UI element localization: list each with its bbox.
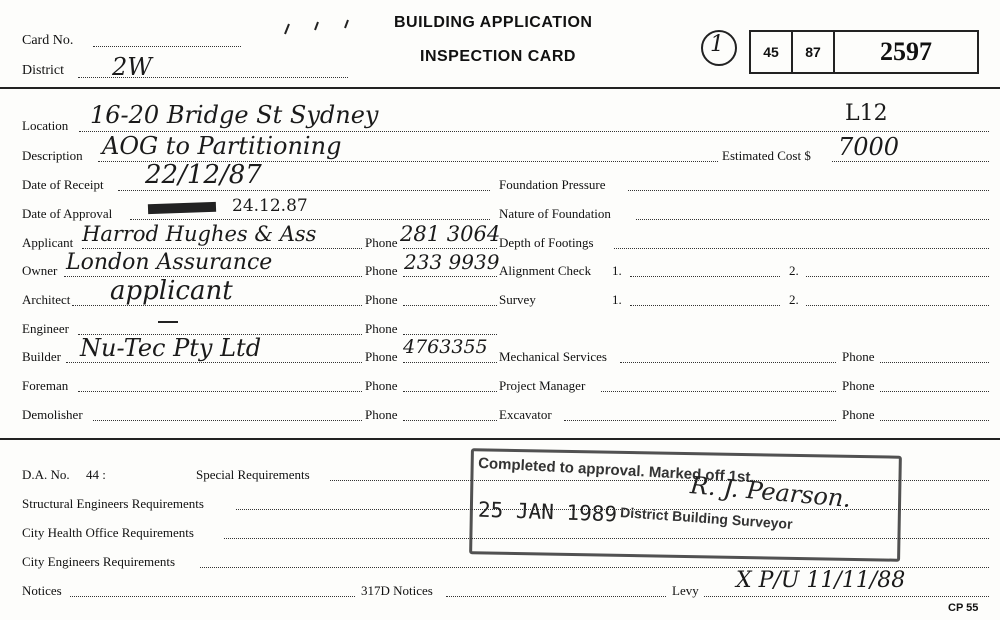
builder-phone-line xyxy=(403,362,497,363)
applicant-phone-label: Phone xyxy=(365,235,398,250)
estimated-cost-line xyxy=(832,161,989,162)
notices-317d-label: 317D Notices xyxy=(361,583,433,598)
notices-line xyxy=(70,596,355,597)
location-label: Location xyxy=(22,118,69,133)
project-manager-label: Project Manager xyxy=(499,378,586,393)
notices-label: Notices xyxy=(22,583,62,598)
engineers-label: City Engineers Requirements xyxy=(22,554,176,569)
stamp-date: 25 JAN 1989 xyxy=(477,497,618,527)
receipt-label: Date of Receipt xyxy=(22,177,104,192)
survey-one-label: 1. xyxy=(612,292,622,307)
card-no-label: Card No. xyxy=(22,33,74,48)
engineer-label: Engineer xyxy=(22,321,69,336)
owner-phone: 233 9939 xyxy=(404,250,500,274)
receipt-line xyxy=(118,190,490,191)
project-manager-line xyxy=(601,391,836,392)
alignment-one-label: 1. xyxy=(612,263,622,278)
builder-line xyxy=(66,362,362,363)
nature-foundation-line xyxy=(636,219,989,220)
owner-label: Owner xyxy=(22,263,58,278)
special-label: Special Requirements xyxy=(196,467,310,482)
district-value: 2W xyxy=(112,53,152,81)
description-label: Description xyxy=(22,148,83,163)
title-line1: BUILDING APPLICATION xyxy=(394,14,593,31)
location-note: L12 xyxy=(845,101,888,126)
architect-phone-line xyxy=(403,305,497,306)
card-box-b: 87 xyxy=(791,30,835,74)
survey-label: Survey xyxy=(499,292,536,307)
da-label: D.A. No. xyxy=(22,467,70,482)
demolisher-label: Demolisher xyxy=(22,407,83,422)
da-value: 44 : xyxy=(86,467,106,482)
excavator-phone-line xyxy=(880,420,989,421)
card-no-line xyxy=(93,46,241,47)
card-box-a: 45 xyxy=(749,30,793,74)
approval-line xyxy=(130,219,490,220)
stamp-signature: R. J. Pearson. xyxy=(689,471,853,513)
requirements-rule xyxy=(0,438,1000,440)
receipt-value: 22/12/87 xyxy=(145,160,262,190)
approval-value: 24.12.87 xyxy=(232,196,308,216)
pen-marks xyxy=(280,14,360,38)
owner-phone-line xyxy=(403,276,497,277)
description-value: AOG to Partitioning xyxy=(102,132,342,160)
foreman-phone-label: Phone xyxy=(365,378,398,393)
survey-two-line xyxy=(806,305,989,306)
structural-label: Structural Engineers Requirements xyxy=(22,496,204,511)
approval-label: Date of Approval xyxy=(22,206,113,221)
survey-one-line xyxy=(630,305,780,306)
excavator-phone-label: Phone xyxy=(842,407,875,422)
alignment-two-label: 2. xyxy=(789,263,799,278)
foreman-label: Foreman xyxy=(22,378,69,393)
mechanical-phone-label: Phone xyxy=(842,349,875,364)
survey-two-label: 2. xyxy=(789,292,799,307)
depth-footings-label: Depth of Footings xyxy=(499,235,594,250)
foreman-phone-line xyxy=(403,391,497,392)
levy-value: X P/U 11/11/88 xyxy=(736,568,906,593)
project-manager-phone-label: Phone xyxy=(842,378,875,393)
applicant-phone: 281 3064 xyxy=(400,222,501,246)
alignment-one-line xyxy=(630,276,780,277)
builder-label: Builder xyxy=(22,349,61,364)
header-rule xyxy=(0,87,1000,89)
engineer-phone-line xyxy=(403,334,497,335)
engineer-phone-label: Phone xyxy=(365,321,398,336)
foundation-pressure-label: Foundation Pressure xyxy=(499,177,606,192)
architect-value: applicant xyxy=(110,276,233,306)
foundation-pressure-line xyxy=(628,190,989,191)
builder-phone: 4763355 xyxy=(403,336,488,358)
notices-317d-line xyxy=(446,596,666,597)
card-number-box: 2597 xyxy=(833,30,979,74)
mechanical-phone-line xyxy=(880,362,989,363)
builder-value: Nu-Tec Pty Ltd xyxy=(80,334,262,362)
alignment-label: Alignment Check xyxy=(499,263,592,278)
location-value: 16-20 Bridge St Sydney xyxy=(90,101,379,129)
applicant-line xyxy=(82,248,362,249)
project-manager-phone-line xyxy=(880,391,989,392)
excavator-line xyxy=(564,420,836,421)
mechanical-line xyxy=(620,362,836,363)
mechanical-label: Mechanical Services xyxy=(499,349,607,364)
demolisher-phone-line xyxy=(403,420,497,421)
district-label: District xyxy=(22,63,64,78)
circled-number: 1 xyxy=(710,32,724,57)
applicant-value: Harrod Hughes & Ass xyxy=(82,222,317,246)
engineer-dash xyxy=(158,321,178,323)
depth-footings-line xyxy=(614,248,989,249)
owner-phone-label: Phone xyxy=(365,263,398,278)
architect-phone-label: Phone xyxy=(365,292,398,307)
stamp-line2: District Building Surveyor xyxy=(619,503,794,533)
foreman-line xyxy=(78,391,362,392)
excavator-label: Excavator xyxy=(499,407,552,422)
levy-label: Levy xyxy=(672,583,699,598)
stamp-line1: Completed to approval. Marked off 1st. xyxy=(477,454,755,487)
nature-foundation-label: Nature of Foundation xyxy=(499,206,611,221)
alignment-two-line xyxy=(806,276,989,277)
applicant-phone-line xyxy=(403,248,497,249)
demolisher-line xyxy=(93,420,362,421)
demolisher-phone-label: Phone xyxy=(365,407,398,422)
form-code: CP 55 xyxy=(948,602,979,614)
title-line2: INSPECTION CARD xyxy=(420,48,576,65)
builder-phone-label: Phone xyxy=(365,349,398,364)
applicant-label: Applicant xyxy=(22,235,74,250)
struck-out-date xyxy=(148,202,216,214)
owner-value: London Assurance xyxy=(66,250,273,275)
architect-label: Architect xyxy=(22,292,71,307)
levy-line xyxy=(704,596,989,597)
health-label: City Health Office Requirements xyxy=(22,525,194,540)
estimated-cost-value: 7000 xyxy=(838,133,900,161)
estimated-cost-label: Estimated Cost $ xyxy=(722,148,811,163)
